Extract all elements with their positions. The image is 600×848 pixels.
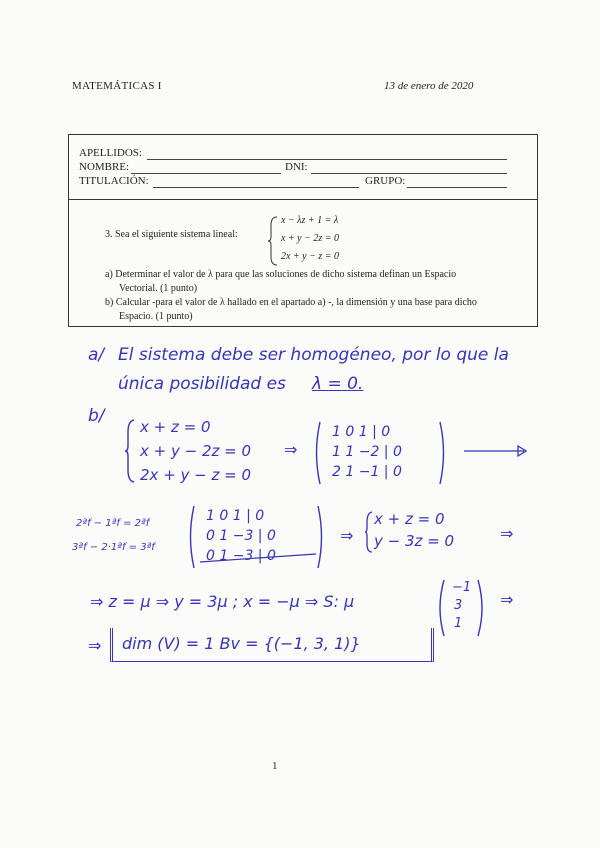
titulacion-label: TITULACIÓN:: [79, 175, 149, 187]
implies-arrow-4: ⇒: [500, 590, 514, 609]
hw-matrix-1-row-2: 1 1 −2 | 0: [332, 444, 402, 460]
titulacion-line: [153, 187, 359, 188]
system-eq-1: x − λz + 1 = λ: [281, 215, 339, 226]
hw-system-eq-3: 2x + y − z = 0: [140, 466, 252, 484]
row-op-1: 2ªf − 1ªf = 2ªf: [76, 518, 150, 529]
page-number: 1: [272, 760, 278, 772]
apellidos-label: APELLIDOS:: [79, 147, 142, 159]
hw-vector-3: 1: [454, 616, 463, 631]
hw-reduced-eq-2: y − 3z = 0: [374, 532, 455, 550]
implies-arrow-1: ⇒: [284, 440, 298, 459]
part-b-text: b) Calcular -para el valor de λ hallado en el apartado a) -, la dimensión y una base para dicho: [105, 297, 477, 308]
system-eq-3: 2x + y − z = 0: [281, 251, 340, 262]
hw-reduced-eq-1: x + z = 0: [374, 510, 445, 528]
answer-b-label: b/: [88, 406, 105, 426]
nombre-line: [131, 173, 281, 174]
hw-vector-2: 3: [454, 598, 463, 613]
grupo-line: [407, 187, 507, 188]
answer-a-label: a/: [88, 345, 105, 365]
dni-line: [311, 173, 507, 174]
grupo-label: GRUPO:: [365, 175, 406, 187]
hw-matrix-1-row-1: 1 0 1 | 0: [332, 424, 391, 440]
part-b-text-cont: Espacio. (1 punto): [119, 311, 193, 322]
system-brace: [267, 215, 279, 267]
hw-matrix-2-row-2: 0 1 −3 | 0: [206, 528, 276, 544]
question-intro: 3. Sea el siguiente sistema lineal:: [105, 229, 238, 240]
exam-box: [68, 134, 538, 327]
param-line: ⇒ z = μ ⇒ y = 3μ ; x = −μ ⇒ S: μ: [90, 592, 355, 611]
implies-arrow-3: ⇒: [500, 524, 514, 543]
nombre-label: NOMBRE:: [79, 161, 130, 173]
hw-reduced-brace: [364, 510, 374, 554]
part-a-text-cont: Vectorial. (1 punto): [119, 283, 198, 294]
long-arrow: [462, 444, 532, 458]
answer-a-line-2: única posibilidad es: [118, 374, 286, 394]
course-title: MATEMÁTICAS I: [72, 80, 162, 92]
implies-arrow-5: ⇒: [88, 636, 102, 655]
hw-vector-1: −1: [452, 580, 472, 595]
exam-date: 13 de enero de 2020: [384, 80, 474, 92]
hw-matrix-2-row-3: 0 1 −3 | 0: [206, 548, 276, 564]
dni-label: DNI:: [285, 161, 308, 173]
implies-arrow-2: ⇒: [340, 526, 354, 545]
hw-system-eq-1: x + z = 0: [140, 418, 211, 436]
answer-a-result: λ = 0.: [312, 374, 364, 394]
final-answer: dim (V) = 1 Bv = {(−1, 3, 1)}: [122, 634, 361, 653]
apellidos-line: [147, 159, 507, 160]
answer-a-line-1: El sistema debe ser homogéneo, por lo que la: [118, 345, 509, 365]
box-divider: [69, 199, 537, 200]
system-eq-2: x + y − 2z = 0: [281, 233, 340, 244]
hw-matrix-1-row-3: 2 1 −1 | 0: [332, 464, 402, 480]
hw-matrix-2-row-1: 1 0 1 | 0: [206, 508, 265, 524]
row-op-2: 3ªf − 2·1ªf = 3ªf: [72, 542, 155, 553]
hw-system-eq-2: x + y − 2z = 0: [140, 442, 252, 460]
hw-system-brace: [124, 418, 136, 484]
part-a-text: a) Determinar el valor de λ para que las soluciones de dicho sistema definan un Espacio: [105, 269, 457, 280]
